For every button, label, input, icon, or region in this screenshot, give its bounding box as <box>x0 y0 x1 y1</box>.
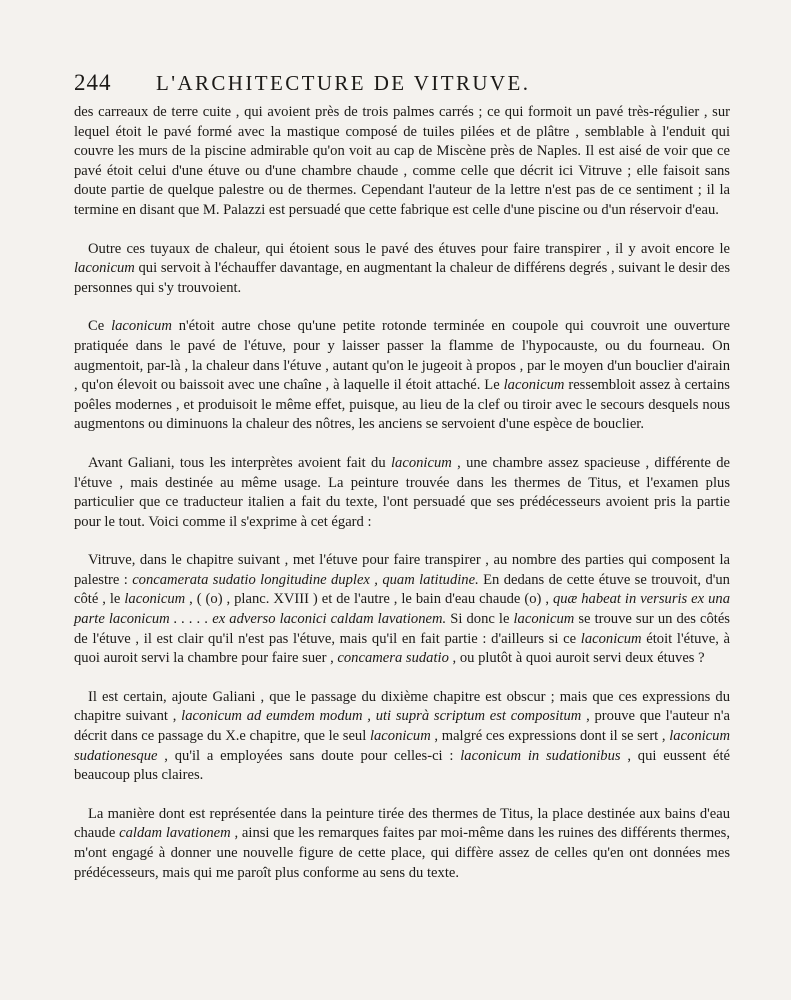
text-run: , une chambre assez spacieuse , différente de l'étuve , mais destinée au même usage. La peinture trouvée dans les thermes de Titus, et l'examen plus particulier que ce traducteur italien a fait du texte, l'ont persuadé que ses prédécesseurs avoient pris la partie pour le tout. Voici comme il s'exprime à cet égard : <box>74 454 730 530</box>
italic-text: laconicum ad eumdem modum , uti suprà scriptum est compositum <box>181 708 582 725</box>
body-text <box>74 103 730 902</box>
text-run: Il est certain, ajoute Galiani , que le passage du dixième chapitre est obscur ; mais que ces expressions du chapitre suivant , <box>74 688 730 725</box>
text-run: Vitruve, dans le chapitre suivant , met l'étuve pour faire transpirer , au nombre des parties qui composent la palestre : <box>74 552 730 588</box>
text-run: , prouve que l'auteur n'a décrit dans ce passage du X.e chapitre, que le seul <box>74 708 730 745</box>
page-header <box>74 68 734 98</box>
text-run: se trouve sur un des côtés de l'étuve , il est clair qu'il n'est pas l'étuve, mais qu'il en fait partie : d'ailleurs si ce <box>74 611 730 647</box>
italic-text: quæ habeat in versuris ex una parte laconicum . . . . . ex adverso laconici caldam lavationem. <box>74 591 730 628</box>
text-run: Outre ces tuyaux de chaleur, qui étoient sous le pavé des étuves pour faire transpirer , il y avoit encore le <box>88 240 730 257</box>
text-run: Si donc le <box>446 611 514 628</box>
paragraph <box>74 551 730 669</box>
italic-text: laconicum in sudationibus <box>460 747 621 764</box>
text-run: des carreaux de terre cuite , qui avoient près de trois palmes carrés ; ce qui formoit un pavé très-régulier , sur lequel étoit le pavé formé avec la mastique composé de tuiles pilées et de plâtre , semblable à l'enduit qui couvre les murs de la piscine admirable qu'on voit au cap de Miscène près de Naples. Il est aisé de voir que ce pavé étoit celui d'une étuve ou d'une chambre chaude , comme celle que décrit ici Vitruve ; elle faisoit sans doute partie de quelque palestre ou de thermes. Cependant l'auteur de la lettre n'est pas de ce sentiment ; il la termine en disant que M. Palazzi est persuadé que cette fabrique est celle d'une piscine ou d'un réservoir d'eau. <box>74 104 730 218</box>
italic-text: laconicum <box>111 318 172 335</box>
paragraph <box>74 454 730 532</box>
text-run: , ainsi que les remarques faites par moi-même dans les ruines des différents thermes, m'ont engagé à donner une nouvelle figure de cette place, qui diffère assez de celles qu'en ont données mes prédécesseurs, mais qui me paroît plus conforme au sens du texte. <box>74 825 730 881</box>
running-title: L'ARCHITECTURE DE VITRUVE. <box>156 71 531 95</box>
italic-text: laconicum <box>390 454 452 471</box>
italic-text: laconicum <box>74 260 135 277</box>
text-run: En dedans de cette étuve se trouvoit, d'un côté , le <box>74 571 730 608</box>
text-run: Avant Galiani, tous les interprètes avoient fait du <box>88 454 391 471</box>
italic-text: laconicum <box>503 377 565 394</box>
text-run: étoit l'étuve, à quoi auroit servi la chambre pour faire suer , <box>74 630 730 667</box>
text-run: , ( (o) , planc. XVIII ) et de l'autre , le bain d'eau chaude (o) , <box>185 591 553 608</box>
italic-text: laconicum <box>369 728 431 745</box>
italic-text: concamerata sudatio longitudine duplex , quam latitudine. <box>132 571 479 588</box>
text-run: La manière dont est représentée dans la peinture tirée des thermes de Titus, la place destinée aux bains d'eau chaude <box>74 805 730 842</box>
italic-text: laconicum <box>124 591 186 608</box>
paragraph <box>74 688 730 786</box>
page-number: 244 <box>74 70 112 95</box>
paragraph <box>74 240 730 299</box>
paragraph <box>74 317 730 435</box>
italic-text: laconicum sudationesque <box>74 728 730 764</box>
text-run: qui servoit à l'échauffer davantage, en augmentant la chaleur de différens degrés , suivant le desir des personnes qui s'y trouvoient. <box>74 260 730 296</box>
text-run: , ou plutôt à quoi auroit servi deux étuves ? <box>448 650 705 667</box>
paragraph <box>74 103 730 221</box>
text-run: Ce <box>88 318 112 335</box>
text-run: , qui eussent été beaucoup plus claires. <box>74 747 730 784</box>
text-run: n'étoit autre chose qu'une petite rotonde terminée en coupole qui couvroit une ouverture pratiquée dans le pavé de l'étuve, pour y laisser passer la flamme de l'hypocauste, ou du fourneau. On augmentoit, par-là , la chaleur dans l'étuve , autant qu'on le jugeoit à propos , par le moyen d'un bouclier d'airain , qu'on élevoit ou baissoit avec une chaîne , à laquelle il étoit attaché. Le <box>74 318 730 394</box>
italic-text: laconicum <box>580 630 642 647</box>
text-run: ressembloit assez à certains poêles modernes , et produisoit le même effet, puisque, au lieu de la clef ou tiroir avec le secours desquels nous augmentons ou diminuons la chaleur des nôtres, les anciens se servoient d'une espèce de bouclier. <box>74 377 730 433</box>
italic-text: caldam lavationem <box>119 825 231 842</box>
italic-text: laconicum <box>513 611 575 628</box>
text-run: , malgré ces expressions dont il se sert , <box>430 728 670 745</box>
paragraph <box>74 805 730 883</box>
text-run: , qu'il a employées sans doute pour celles-ci : <box>157 747 461 764</box>
italic-text: concamera sudatio <box>337 650 449 667</box>
